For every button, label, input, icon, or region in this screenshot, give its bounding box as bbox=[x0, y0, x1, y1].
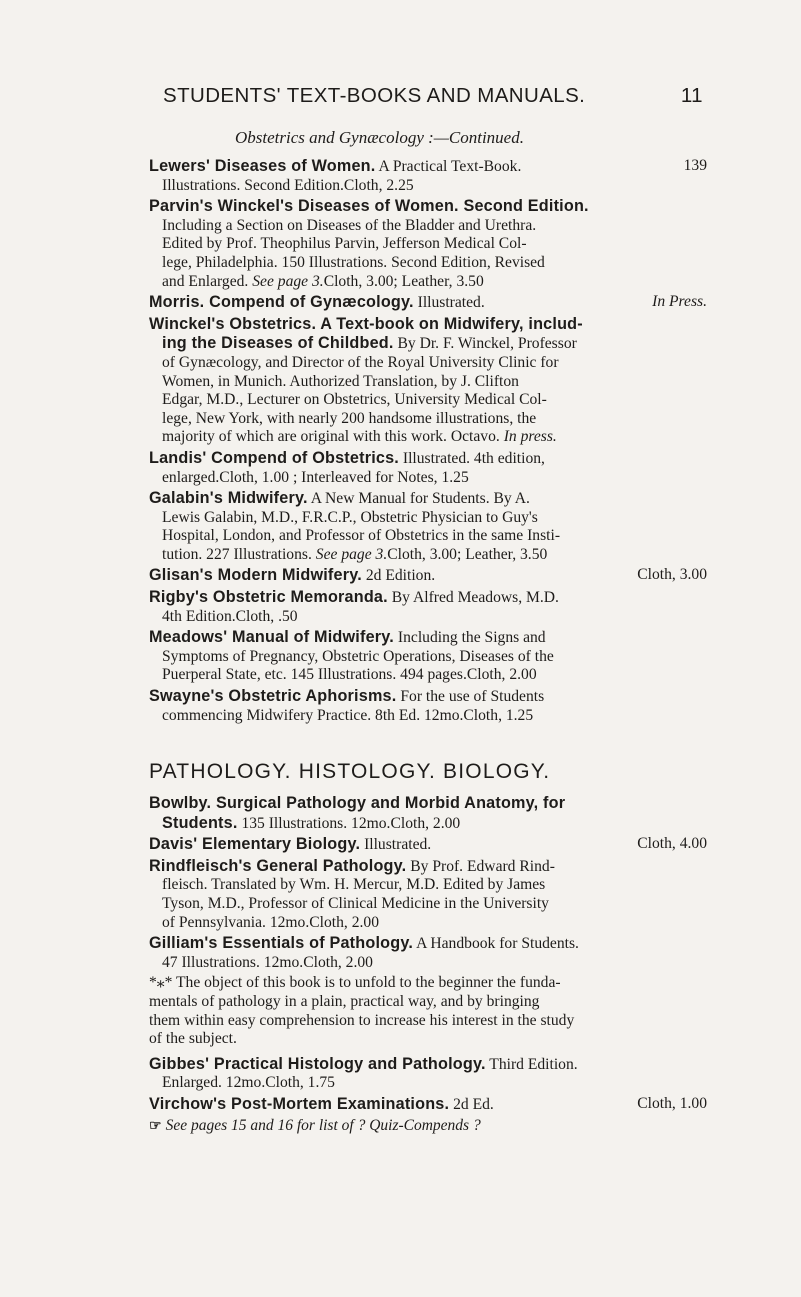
catalog-entry bbox=[149, 566, 709, 586]
catalog-entry bbox=[149, 1055, 709, 1093]
entry-title: Swayne's Obstetric Aphorisms. bbox=[149, 687, 397, 706]
section-subtitle: Obstetrics and Gynæcology :—Continued. bbox=[235, 128, 524, 147]
entry-text: A Practical Text-Book. bbox=[378, 158, 522, 175]
catalog-list-pathology bbox=[149, 794, 709, 1135]
entry-text: majority of which are original with this work. Octavo. bbox=[162, 428, 500, 446]
entry-price: Cloth, 2.00 bbox=[303, 953, 373, 971]
entry-title: Winckel's Obstetrics. A Text-book on Midwifery, includ- bbox=[149, 314, 583, 333]
entry-text: lege, Philadelphia. 150 Illustrations. Second Edition, Revised bbox=[162, 253, 545, 271]
entry-text: Illustrated. 4th edition, bbox=[402, 449, 545, 467]
entry-title: Landis' Compend of Obstetrics. bbox=[149, 448, 399, 467]
entry-text: lege, New York, with nearly 200 handsome illustrations, the bbox=[162, 409, 537, 427]
entry-text: fleisch. Translated by Wm. H. Mercur, M.D. Edited by James bbox=[162, 876, 546, 894]
catalog-entry bbox=[149, 794, 709, 833]
entry-text: Edited by Prof. Theophilus Parvin, Jefferson Medical Col- bbox=[162, 235, 527, 253]
entry-price: Cloth, 1.75 bbox=[265, 1074, 335, 1092]
entry-title: Rigby's Obstetric Memoranda. bbox=[149, 588, 388, 607]
entry-text: Illustrations. Second Edition. bbox=[162, 176, 344, 194]
catalog-entry bbox=[149, 293, 709, 313]
entry-text: 47 Illustrations. 12mo. bbox=[162, 953, 304, 971]
entry-text: A Handbook for Students. bbox=[416, 935, 579, 953]
catalog-entry bbox=[149, 449, 709, 487]
entry-text: 2d Edition. bbox=[365, 567, 436, 585]
entry-text: Enlarged. 12mo. bbox=[162, 1074, 266, 1092]
entry-title-cont: Students. bbox=[162, 813, 238, 832]
entry-text: Including a Section on Diseases of the Bladder and Urethra. bbox=[162, 216, 537, 234]
entry-title: Bowlby. Surgical Pathology and Morbid Anatomy, for bbox=[149, 794, 566, 812]
entry-status: In Press. bbox=[652, 293, 707, 311]
entry-text: Third Edition. bbox=[489, 1055, 578, 1073]
entry-price: Cloth, 2.00 bbox=[309, 913, 380, 931]
entry-title-cont: ing the Diseases of Childbed. bbox=[162, 334, 394, 353]
entry-text: Women, in Munich. Authorized Translation, by J. Clifton bbox=[162, 372, 519, 390]
catalog-entry bbox=[149, 687, 709, 725]
see-page-ref: See page 3. bbox=[252, 272, 324, 290]
note-text: of the subject. bbox=[149, 1030, 237, 1048]
entry-text: 2d Ed. bbox=[453, 1095, 494, 1113]
page-number: 11 bbox=[680, 84, 703, 107]
entry-price: Cloth, 2.25 bbox=[343, 176, 414, 194]
entry-text: tution. 227 Illustrations. bbox=[162, 545, 312, 563]
section-heading-wrap bbox=[149, 760, 709, 784]
entry-text: Hospital, London, and Professor of Obstetrics in the same Insti- bbox=[162, 527, 561, 545]
entry-price: Cloth, 2.00 bbox=[390, 814, 461, 832]
see-page-ref: See page 3. bbox=[315, 545, 388, 563]
catalog-entry bbox=[149, 197, 709, 291]
catalog-list-obstetrics bbox=[149, 157, 709, 725]
note-text: them within easy comprehension to increase his interest in the study bbox=[149, 1011, 575, 1029]
catalog-entry bbox=[149, 315, 709, 447]
catalog-entry bbox=[149, 157, 709, 195]
asterism-icon: *⁎* bbox=[149, 974, 173, 992]
entry-price: Cloth, 3.00; Leather, 3.50 bbox=[387, 545, 548, 563]
entry-text: of Pennsylvania. 12mo. bbox=[162, 913, 310, 931]
entry-text: 135 Illustrations. 12mo. bbox=[241, 814, 391, 832]
entry-text: Edgar, M.D., Lecturer on Obstetrics, University Medical Col- bbox=[162, 391, 547, 409]
entry-text: Illustrated. bbox=[364, 836, 432, 854]
entry-price: 139 bbox=[683, 157, 707, 174]
footer-text: See pages 15 and 16 for list of ? Quiz-Compends ? bbox=[165, 1116, 481, 1134]
entry-title: Davis' Elementary Biology. bbox=[149, 835, 361, 854]
entry-text: For the use of Students bbox=[400, 688, 545, 706]
entry-price: Cloth, 3.00 bbox=[637, 566, 707, 584]
entry-text: enlarged. bbox=[162, 468, 220, 486]
entry-title: Gilliam's Essentials of Pathology. bbox=[149, 934, 414, 953]
entry-text: Puerperal State, etc. 145 Illustrations. 494 pages. bbox=[162, 666, 467, 684]
entry-title: Gibbes' Practical Histology and Pathology. bbox=[149, 1054, 486, 1073]
pointing-hand-icon: ☞ bbox=[149, 1118, 162, 1134]
entry-price: Cloth, 2.00 bbox=[466, 666, 537, 684]
entry-text: and Enlarged. bbox=[162, 272, 249, 290]
catalog-entry bbox=[149, 934, 709, 972]
entry-title: Virchow's Post-Mortem Examinations. bbox=[149, 1094, 450, 1113]
entry-title: Lewers' Diseases of Women. bbox=[149, 157, 376, 175]
entry-text: Including the Signs and bbox=[397, 629, 546, 647]
entry-text: Tyson, M.D., Professor of Clinical Medicine in the University bbox=[162, 894, 549, 912]
note-text: The object of this book is to unfold to the beginner the funda- bbox=[176, 974, 561, 992]
entry-price: Cloth, 1.00 bbox=[637, 1094, 707, 1112]
entry-text: Symptoms of Pregnancy, Obstetric Operations, Diseases of the bbox=[162, 647, 554, 665]
entry-text: commencing Midwifery Practice. 8th Ed. 12mo. bbox=[162, 706, 464, 724]
catalog-entry bbox=[149, 1095, 709, 1115]
running-head-title: STUDENTS' TEXT-BOOKS AND MANUALS. bbox=[163, 84, 586, 107]
running-head bbox=[163, 84, 703, 108]
entry-text: By Prof. Edward Rind- bbox=[410, 857, 555, 875]
entry-text: Illustrated. bbox=[417, 294, 485, 312]
entry-title: Parvin's Winckel's Diseases of Women. Second Edition. bbox=[149, 197, 589, 216]
entry-price: Cloth, 1.00 ; Interleaved for Notes, 1.25 bbox=[219, 468, 469, 486]
entry-price: Cloth, .50 bbox=[235, 607, 298, 625]
entry-text: By Alfred Meadows, M.D. bbox=[391, 589, 559, 607]
entry-status: In press. bbox=[503, 428, 557, 446]
footer-note bbox=[149, 1117, 709, 1135]
editorial-note bbox=[149, 974, 709, 1048]
entry-text: 4th Edition. bbox=[162, 607, 236, 625]
entry-title: Glisan's Modern Midwifery. bbox=[149, 566, 362, 585]
entry-text: A New Manual for Students. By A. bbox=[310, 490, 530, 508]
entry-title: Meadows' Manual of Midwifery. bbox=[149, 628, 394, 647]
entry-price: Cloth, 1.25 bbox=[463, 706, 534, 724]
entry-price: Cloth, 4.00 bbox=[637, 835, 707, 853]
entry-text: Lewis Galabin, M.D., F.R.C.P., Obstetric Physician to Guy's bbox=[162, 508, 538, 526]
catalog-entry bbox=[149, 588, 709, 626]
catalog-entry bbox=[149, 835, 709, 855]
catalog-entry bbox=[149, 857, 709, 932]
note-text: mentals of pathology in a plain, practical way, and by bringing bbox=[149, 992, 540, 1010]
entry-title: Rindfleisch's General Pathology. bbox=[149, 856, 407, 875]
entry-text: By Dr. F. Winckel, Professor bbox=[397, 335, 577, 353]
catalog-entry bbox=[149, 489, 709, 564]
entry-text: of Gynæcology, and Director of the Royal University Clinic for bbox=[162, 353, 559, 371]
entry-title: Galabin's Midwifery. bbox=[149, 489, 308, 508]
entry-title: Morris. Compend of Gynæcology. bbox=[149, 293, 414, 312]
section-heading: PATHOLOGY. HISTOLOGY. BIOLOGY. bbox=[149, 760, 551, 783]
catalog-entry bbox=[149, 628, 709, 685]
entry-price: Cloth, 3.00; Leather, 3.50 bbox=[323, 272, 484, 290]
